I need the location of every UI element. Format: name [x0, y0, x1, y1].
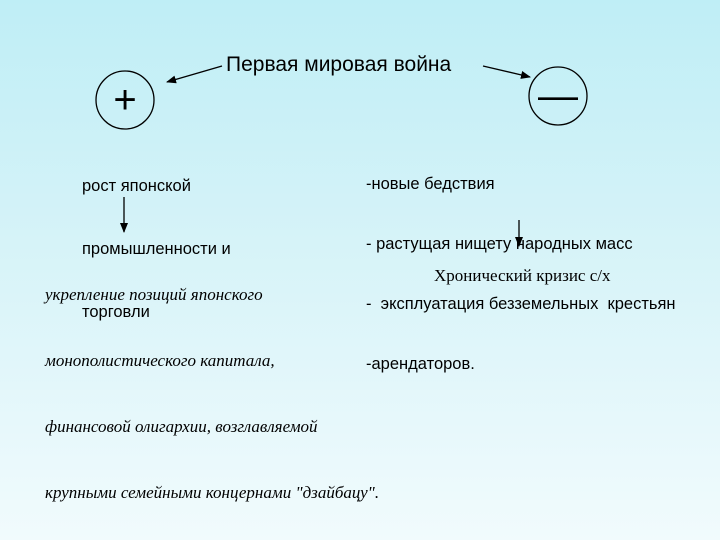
arrow-to-negative [483, 66, 530, 77]
positive-result-line: монополистического капитала, [45, 351, 275, 370]
positive-result-text [45, 240, 379, 526]
positive-effect-line: торговли [82, 303, 150, 321]
negative-effect-line: - растущая нищету народных масс [366, 235, 633, 253]
minus-symbol: — [538, 73, 578, 118]
positive-result-line: укрепление позиций японского [45, 285, 263, 304]
negative-effect-line: -новые бедствия [366, 175, 495, 193]
positive-effect-line: промышленности и [82, 240, 231, 258]
negative-effect-line: -арендаторов. [366, 355, 475, 373]
positive-result-line: крупными семейными концернами "дзайбацу". [45, 483, 380, 502]
arrow-to-positive [167, 66, 222, 82]
positive-effect-line: рост японской [82, 177, 191, 195]
positive-result-line: финансовой олигархии, возглавляемой [45, 417, 318, 436]
negative-effect-line: - эксплуатация безземельных крестьян [366, 295, 676, 313]
negative-effect-text [366, 134, 676, 394]
negative-result-text: Хронический кризис с/х [434, 266, 611, 285]
plus-symbol: + [113, 77, 137, 122]
diagram-title: Первая мировая война [226, 53, 452, 76]
